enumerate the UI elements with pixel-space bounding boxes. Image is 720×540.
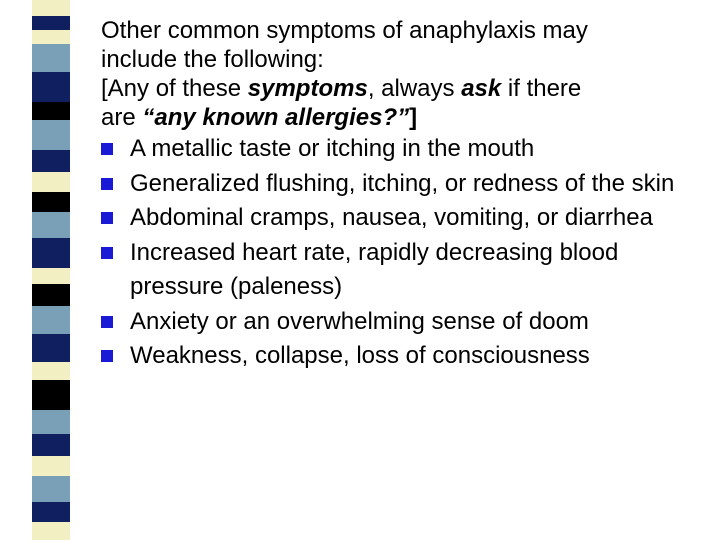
strip-block [32,44,70,72]
list-item-text: Abdominal cramps, nausea, vomiting, or diarrhea [130,204,653,231]
strip-block [32,172,70,192]
list-item [101,132,701,167]
strip-block [32,476,70,502]
intro-paragraph [101,16,701,132]
list-item [101,339,701,374]
strip-block [32,284,70,306]
strip-block [32,380,70,410]
list-item [101,167,701,202]
intro-line-3-text-c: , always [367,75,462,102]
intro-line-1: Other common symptoms of anaphylaxis may [101,17,588,44]
strip-block [32,334,70,362]
strip-block [32,362,70,380]
intro-line-4 [101,103,701,132]
strip-block [32,502,70,522]
emphasis-symptoms: symptoms [247,75,368,102]
emphasis-allergies-question: “any known allergies?” [142,104,410,131]
strip-block [32,522,70,540]
strip-block [32,150,70,172]
decorative-color-strip [32,0,70,540]
list-item-text: Generalized flushing, itching, or redness of the skin [130,169,675,197]
strip-block [32,102,70,120]
list-item-text: A metallic taste or itching in the mouth [130,135,535,162]
emphasis-ask: ask [461,75,502,102]
square-bullet-icon [101,350,113,362]
strip-block [32,456,70,476]
list-item [101,305,701,340]
strip-block [32,306,70,334]
square-bullet-icon [101,178,113,190]
intro-line-3-text-e: if there [501,75,582,102]
list-item-text: Increased heart rate, rapidly decreasing blood pressure (paleness) [130,238,619,300]
square-bullet-icon [101,316,113,328]
strip-block [32,238,70,268]
list-item [101,201,701,236]
list-item-text: Weakness, collapse, loss of consciousness [130,342,590,369]
square-bullet-icon [101,212,113,224]
intro-line-3-text-a: [Any of these [101,75,248,102]
strip-block [32,30,70,44]
intro-line-4-text-a: are [101,104,143,131]
list-item-text: Anxiety or an overwhelming sense of doom [130,307,589,335]
square-bullet-icon [101,143,113,155]
strip-block [32,0,70,16]
intro-line-3 [101,74,701,103]
symptom-list [101,132,701,374]
list-item [101,236,701,305]
strip-block [32,120,70,150]
strip-block [32,72,70,102]
intro-line-2: include the following: [101,46,324,73]
slide-content [101,16,701,374]
closing-bracket: ] [409,104,418,131]
strip-block [32,434,70,456]
strip-block [32,192,70,212]
strip-block [32,410,70,434]
strip-block [32,16,70,30]
strip-block [32,212,70,238]
strip-block [32,268,70,284]
square-bullet-icon [101,247,113,259]
